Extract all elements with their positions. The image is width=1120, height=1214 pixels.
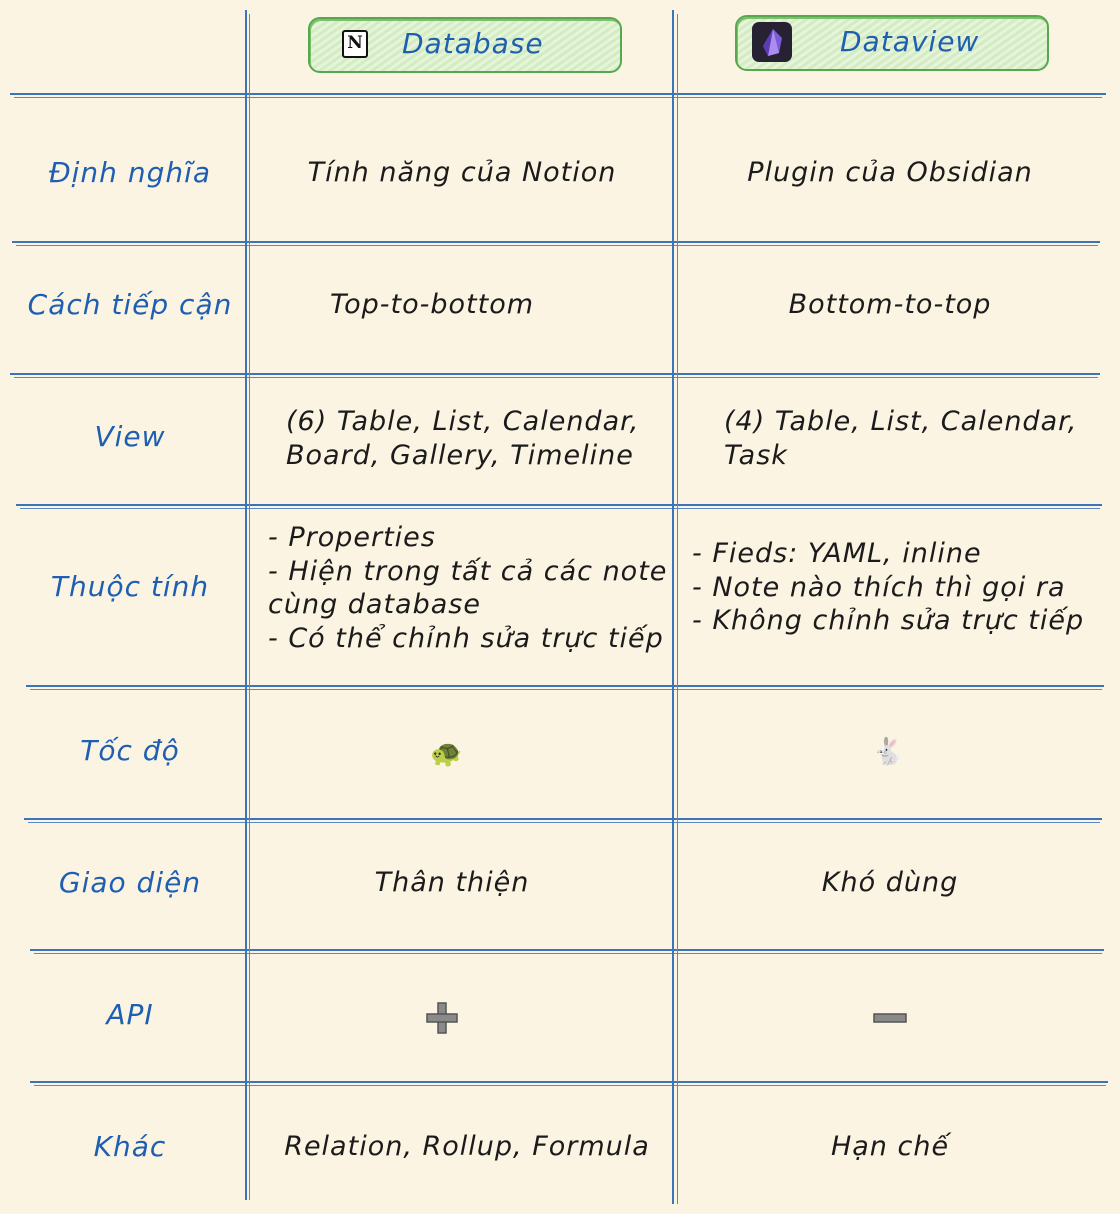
row-label-view: View (94, 420, 166, 453)
cell-line: - Hiện trong tất cả các note (268, 555, 668, 587)
row-label-properties: Thuộc tính (50, 570, 210, 603)
dataview-other (680, 1130, 1100, 1164)
row-label-interface: Giao diện (58, 866, 202, 899)
database-interface (252, 866, 652, 900)
cell-line: Tính năng của Notion (307, 157, 617, 188)
cell-line: - Fieds: YAML, inline (692, 538, 982, 569)
cell-line: Thân thiện (374, 867, 530, 898)
row-divider (12, 241, 1100, 243)
row-label-other: Khác (93, 1130, 167, 1163)
rabbit-icon: 🐇 (872, 737, 905, 767)
database-header-label: Database (402, 27, 544, 60)
row-divider (14, 97, 1102, 98)
row-label-definition: Định nghĩa (48, 156, 212, 189)
cell-line: Top-to-bottom (329, 289, 535, 320)
row-label-approach: Cách tiếp cận (27, 288, 233, 321)
database-other (252, 1130, 682, 1164)
obsidian-icon (752, 22, 792, 62)
cell-line: Relation, Rollup, Formula (284, 1131, 650, 1162)
cell-line: - Note nào thích thì gọi ra (692, 571, 1066, 603)
row-label-speed: Tốc độ (80, 734, 180, 767)
database-definition (252, 156, 672, 190)
cell-line: Plugin của Obsidian (747, 157, 1033, 188)
database-views (286, 405, 639, 472)
column-divider (249, 14, 250, 1200)
minus-icon (872, 1010, 908, 1026)
row-divider (20, 508, 1100, 509)
row-divider (16, 504, 1102, 506)
cell-line: (6) Table, List, Calendar, (286, 406, 640, 437)
database-approach (252, 288, 612, 322)
dataview-views (724, 405, 1077, 472)
cell-line: - Không chỉnh sửa trực tiếp (692, 605, 1085, 636)
turtle-icon: 🐢 (430, 739, 463, 769)
cell-line: Hạn chế (830, 1131, 950, 1162)
notion-icon: N (342, 30, 368, 58)
cell-line: Board, Gallery, Timeline (286, 439, 634, 471)
row-divider (28, 822, 1100, 823)
row-divider (16, 245, 1098, 246)
cell-line: - Có thể chỉnh sửa trực tiếp (268, 622, 664, 654)
cell-line: cùng database (268, 589, 481, 620)
row-divider (34, 1085, 1106, 1086)
row-divider (14, 377, 1098, 378)
cell-line: (4) Table, List, Calendar, (724, 406, 1078, 437)
row-divider (30, 689, 1102, 690)
column-divider (672, 10, 674, 1204)
row-divider (34, 953, 1102, 954)
dataview-properties (692, 537, 1084, 638)
row-divider (26, 685, 1104, 687)
row-label-api: API (106, 998, 154, 1031)
database-properties (268, 521, 667, 655)
cell-line: Khó dùng (821, 867, 959, 898)
row-divider (24, 818, 1102, 820)
dataview-approach (680, 288, 1100, 322)
column-divider (677, 14, 678, 1204)
row-divider (30, 1081, 1108, 1083)
dataview-definition (680, 156, 1100, 190)
row-divider (10, 373, 1100, 375)
row-divider (10, 93, 1106, 95)
dataview-header-label: Dataview (840, 25, 980, 58)
cell-line: - Properties (268, 522, 436, 553)
cell-line: Task (724, 439, 788, 471)
row-divider (30, 949, 1104, 951)
plus-icon (424, 1000, 460, 1036)
cell-line: Bottom-to-top (788, 289, 992, 320)
dataview-interface (680, 866, 1100, 900)
